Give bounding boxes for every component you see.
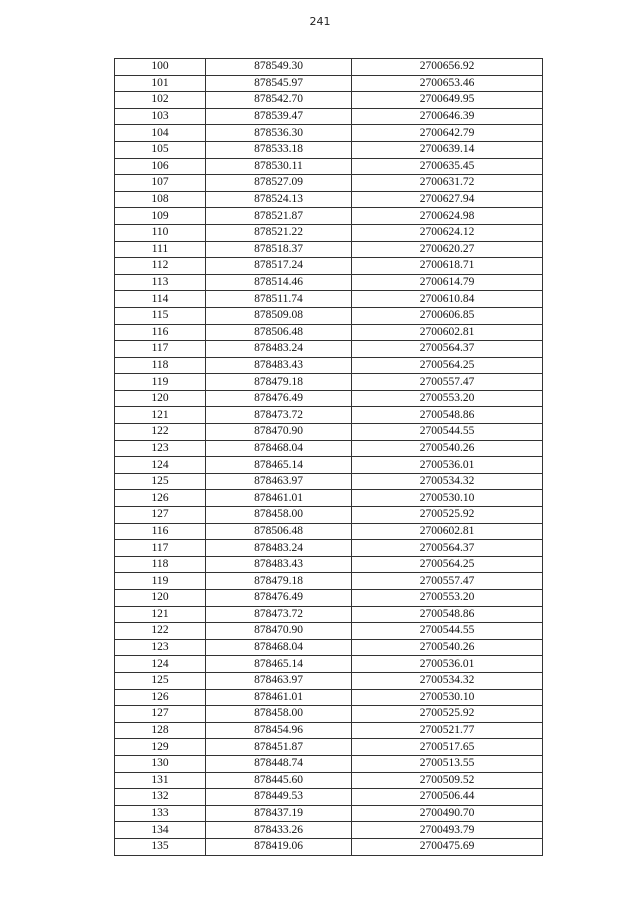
y-coordinate-cell: 2700506.44: [352, 789, 543, 806]
x-coordinate-cell: 878473.72: [206, 606, 352, 623]
y-coordinate-cell: 2700564.37: [352, 540, 543, 557]
table-row: [115, 623, 543, 640]
y-coordinate-cell: 2700525.92: [352, 706, 543, 723]
y-coordinate-cell: 2700544.55: [352, 424, 543, 441]
point-number-cell: 128: [115, 722, 206, 739]
point-number-cell: 125: [115, 473, 206, 490]
y-coordinate-cell: 2700564.25: [352, 556, 543, 573]
coordinates-table-body: [115, 59, 543, 856]
y-coordinate-cell: 2700536.01: [352, 656, 543, 673]
table-row: [115, 606, 543, 623]
y-coordinate-cell: 2700620.27: [352, 241, 543, 258]
point-number-cell: 120: [115, 390, 206, 407]
x-coordinate-cell: 878483.43: [206, 556, 352, 573]
table-row: [115, 307, 543, 324]
y-coordinate-cell: 2700530.10: [352, 490, 543, 507]
table-row: [115, 59, 543, 76]
x-coordinate-cell: 878445.60: [206, 772, 352, 789]
y-coordinate-cell: 2700548.86: [352, 407, 543, 424]
point-number-cell: 127: [115, 706, 206, 723]
table-row: [115, 706, 543, 723]
table-row: [115, 573, 543, 590]
y-coordinate-cell: 2700624.12: [352, 224, 543, 241]
x-coordinate-cell: 878514.46: [206, 274, 352, 291]
y-coordinate-cell: 2700513.55: [352, 755, 543, 772]
y-coordinate-cell: 2700534.32: [352, 473, 543, 490]
table-row: [115, 324, 543, 341]
table-row: [115, 556, 543, 573]
table-row: [115, 789, 543, 806]
y-coordinate-cell: 2700631.72: [352, 175, 543, 192]
table-row: [115, 125, 543, 142]
x-coordinate-cell: 878518.37: [206, 241, 352, 258]
x-coordinate-cell: 878476.49: [206, 590, 352, 607]
y-coordinate-cell: 2700646.39: [352, 108, 543, 125]
point-number-cell: 115: [115, 307, 206, 324]
table-row: [115, 772, 543, 789]
x-coordinate-cell: 878468.04: [206, 440, 352, 457]
x-coordinate-cell: 878461.01: [206, 490, 352, 507]
table-row: [115, 523, 543, 540]
x-coordinate-cell: 878470.90: [206, 424, 352, 441]
point-number-cell: 130: [115, 755, 206, 772]
x-coordinate-cell: 878437.19: [206, 805, 352, 822]
y-coordinate-cell: 2700521.77: [352, 722, 543, 739]
y-coordinate-cell: 2700540.26: [352, 639, 543, 656]
point-number-cell: 116: [115, 324, 206, 341]
point-number-cell: 125: [115, 672, 206, 689]
table-row: [115, 258, 543, 275]
point-number-cell: 123: [115, 440, 206, 457]
x-coordinate-cell: 878473.72: [206, 407, 352, 424]
point-number-cell: 121: [115, 407, 206, 424]
table-row: [115, 490, 543, 507]
point-number-cell: 104: [115, 125, 206, 142]
y-coordinate-cell: 2700618.71: [352, 258, 543, 275]
y-coordinate-cell: 2700525.92: [352, 507, 543, 524]
x-coordinate-cell: 878419.06: [206, 838, 352, 855]
point-number-cell: 132: [115, 789, 206, 806]
y-coordinate-cell: 2700553.20: [352, 390, 543, 407]
table-row: [115, 75, 543, 92]
table-row: [115, 838, 543, 855]
table-row: [115, 805, 543, 822]
y-coordinate-cell: 2700536.01: [352, 457, 543, 474]
x-coordinate-cell: 878468.04: [206, 639, 352, 656]
x-coordinate-cell: 878479.18: [206, 374, 352, 391]
table-row: [115, 241, 543, 258]
table-row: [115, 722, 543, 739]
y-coordinate-cell: 2700649.95: [352, 92, 543, 109]
table-row: [115, 755, 543, 772]
x-coordinate-cell: 878483.43: [206, 357, 352, 374]
y-coordinate-cell: 2700627.94: [352, 191, 543, 208]
y-coordinate-cell: 2700517.65: [352, 739, 543, 756]
point-number-cell: 121: [115, 606, 206, 623]
y-coordinate-cell: 2700653.46: [352, 75, 543, 92]
y-coordinate-cell: 2700540.26: [352, 440, 543, 457]
x-coordinate-cell: 878545.97: [206, 75, 352, 92]
table-row: [115, 440, 543, 457]
x-coordinate-cell: 878521.22: [206, 224, 352, 241]
x-coordinate-cell: 878454.96: [206, 722, 352, 739]
x-coordinate-cell: 878539.47: [206, 108, 352, 125]
point-number-cell: 117: [115, 540, 206, 557]
point-number-cell: 122: [115, 424, 206, 441]
point-number-cell: 105: [115, 141, 206, 158]
point-number-cell: 123: [115, 639, 206, 656]
table-row: [115, 590, 543, 607]
table-row: [115, 739, 543, 756]
table-row: [115, 424, 543, 441]
y-coordinate-cell: 2700493.79: [352, 822, 543, 839]
point-number-cell: 133: [115, 805, 206, 822]
page-number: 241: [309, 15, 331, 28]
table-row: [115, 291, 543, 308]
y-coordinate-cell: 2700564.25: [352, 357, 543, 374]
point-number-cell: 127: [115, 507, 206, 524]
x-coordinate-cell: 878470.90: [206, 623, 352, 640]
point-number-cell: 102: [115, 92, 206, 109]
point-number-cell: 122: [115, 623, 206, 640]
y-coordinate-cell: 2700530.10: [352, 689, 543, 706]
y-coordinate-cell: 2700606.85: [352, 307, 543, 324]
table-row: [115, 274, 543, 291]
table-row: [115, 407, 543, 424]
point-number-cell: 101: [115, 75, 206, 92]
coordinates-table: [114, 58, 543, 856]
x-coordinate-cell: 878476.49: [206, 390, 352, 407]
x-coordinate-cell: 878479.18: [206, 573, 352, 590]
table-row: [115, 689, 543, 706]
y-coordinate-cell: 2700475.69: [352, 838, 543, 855]
y-coordinate-cell: 2700557.47: [352, 374, 543, 391]
point-number-cell: 100: [115, 59, 206, 76]
y-coordinate-cell: 2700642.79: [352, 125, 543, 142]
y-coordinate-cell: 2700509.52: [352, 772, 543, 789]
point-number-cell: 110: [115, 224, 206, 241]
x-coordinate-cell: 878483.24: [206, 540, 352, 557]
point-number-cell: 107: [115, 175, 206, 192]
x-coordinate-cell: 878483.24: [206, 341, 352, 358]
x-coordinate-cell: 878451.87: [206, 739, 352, 756]
point-number-cell: 117: [115, 341, 206, 358]
y-coordinate-cell: 2700564.37: [352, 341, 543, 358]
point-number-cell: 106: [115, 158, 206, 175]
x-coordinate-cell: 878463.97: [206, 473, 352, 490]
y-coordinate-cell: 2700557.47: [352, 573, 543, 590]
x-coordinate-cell: 878461.01: [206, 689, 352, 706]
table-row: [115, 108, 543, 125]
table-row: [115, 507, 543, 524]
point-number-cell: 135: [115, 838, 206, 855]
x-coordinate-cell: 878506.48: [206, 523, 352, 540]
point-number-cell: 134: [115, 822, 206, 839]
point-number-cell: 118: [115, 556, 206, 573]
point-number-cell: 109: [115, 208, 206, 225]
x-coordinate-cell: 878448.74: [206, 755, 352, 772]
y-coordinate-cell: 2700602.81: [352, 324, 543, 341]
x-coordinate-cell: 878458.00: [206, 706, 352, 723]
point-number-cell: 124: [115, 457, 206, 474]
y-coordinate-cell: 2700639.14: [352, 141, 543, 158]
y-coordinate-cell: 2700548.86: [352, 606, 543, 623]
x-coordinate-cell: 878542.70: [206, 92, 352, 109]
y-coordinate-cell: 2700614.79: [352, 274, 543, 291]
x-coordinate-cell: 878530.11: [206, 158, 352, 175]
table-row: [115, 822, 543, 839]
point-number-cell: 126: [115, 490, 206, 507]
table-row: [115, 390, 543, 407]
point-number-cell: 118: [115, 357, 206, 374]
x-coordinate-cell: 878533.18: [206, 141, 352, 158]
x-coordinate-cell: 878521.87: [206, 208, 352, 225]
y-coordinate-cell: 2700553.20: [352, 590, 543, 607]
x-coordinate-cell: 878527.09: [206, 175, 352, 192]
table-row: [115, 473, 543, 490]
table-row: [115, 141, 543, 158]
y-coordinate-cell: 2700490.70: [352, 805, 543, 822]
y-coordinate-cell: 2700602.81: [352, 523, 543, 540]
y-coordinate-cell: 2700635.45: [352, 158, 543, 175]
x-coordinate-cell: 878549.30: [206, 59, 352, 76]
point-number-cell: 116: [115, 523, 206, 540]
table-row: [115, 158, 543, 175]
table-row: [115, 224, 543, 241]
point-number-cell: 119: [115, 374, 206, 391]
table-row: [115, 208, 543, 225]
y-coordinate-cell: 2700624.98: [352, 208, 543, 225]
x-coordinate-cell: 878524.13: [206, 191, 352, 208]
table-row: [115, 656, 543, 673]
y-coordinate-cell: 2700544.55: [352, 623, 543, 640]
x-coordinate-cell: 878449.53: [206, 789, 352, 806]
x-coordinate-cell: 878517.24: [206, 258, 352, 275]
point-number-cell: 103: [115, 108, 206, 125]
table-row: [115, 457, 543, 474]
y-coordinate-cell: 2700656.92: [352, 59, 543, 76]
table-row: [115, 357, 543, 374]
point-number-cell: 126: [115, 689, 206, 706]
x-coordinate-cell: 878458.00: [206, 507, 352, 524]
x-coordinate-cell: 878463.97: [206, 672, 352, 689]
x-coordinate-cell: 878511.74: [206, 291, 352, 308]
x-coordinate-cell: 878465.14: [206, 457, 352, 474]
x-coordinate-cell: 878465.14: [206, 656, 352, 673]
x-coordinate-cell: 878506.48: [206, 324, 352, 341]
point-number-cell: 119: [115, 573, 206, 590]
point-number-cell: 124: [115, 656, 206, 673]
table-row: [115, 175, 543, 192]
point-number-cell: 129: [115, 739, 206, 756]
table-row: [115, 374, 543, 391]
point-number-cell: 120: [115, 590, 206, 607]
y-coordinate-cell: 2700610.84: [352, 291, 543, 308]
table-row: [115, 191, 543, 208]
point-number-cell: 131: [115, 772, 206, 789]
table-row: [115, 540, 543, 557]
table-row: [115, 639, 543, 656]
y-coordinate-cell: 2700534.32: [352, 672, 543, 689]
table-row: [115, 672, 543, 689]
table-row: [115, 341, 543, 358]
point-number-cell: 113: [115, 274, 206, 291]
point-number-cell: 114: [115, 291, 206, 308]
point-number-cell: 108: [115, 191, 206, 208]
point-number-cell: 111: [115, 241, 206, 258]
point-number-cell: 112: [115, 258, 206, 275]
x-coordinate-cell: 878433.26: [206, 822, 352, 839]
x-coordinate-cell: 878536.30: [206, 125, 352, 142]
x-coordinate-cell: 878509.08: [206, 307, 352, 324]
table-row: [115, 92, 543, 109]
